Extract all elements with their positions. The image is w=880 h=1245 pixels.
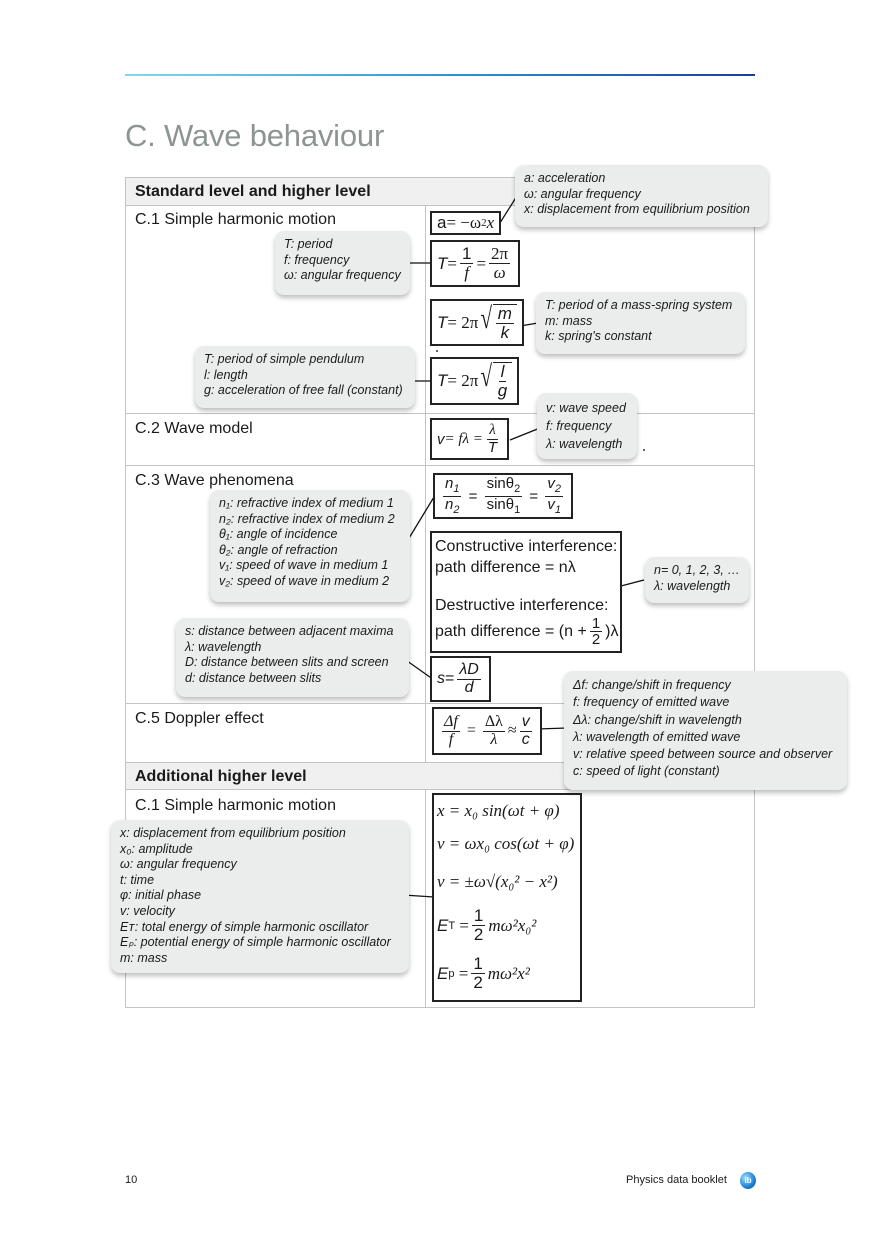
equals-symbol: = (525, 487, 543, 505)
denominator: f (448, 730, 454, 748)
callout-line: v: relative speed between source and observer (573, 747, 833, 762)
formula-symbol: T (437, 312, 448, 332)
formula-symbol: = (476, 253, 487, 273)
callout-line: n= 0, 1, 2, 3, … (654, 563, 740, 577)
topic-c2: C.2 Wave model (135, 420, 253, 437)
formula-symbol: T (437, 253, 448, 273)
callout-pendulum (195, 346, 415, 408)
fraction (457, 662, 480, 697)
formula-symbol: 2 (481, 217, 487, 229)
denominator: T (487, 438, 498, 456)
formula-interference (430, 531, 622, 653)
callout-period (275, 231, 410, 295)
callout-double-slit (176, 618, 409, 697)
denominator: 2 (473, 973, 483, 993)
equals-symbol: = (462, 722, 480, 739)
callout-line: k: spring's constant (545, 329, 652, 344)
page-title: C. Wave behaviour (125, 118, 385, 153)
callout-line: θ₂: angle of refraction (219, 542, 338, 557)
top-rule (125, 74, 755, 76)
formula-symbol: = 2π (447, 312, 479, 332)
approx-symbol: ≈ (507, 722, 517, 739)
subscript: p (448, 967, 455, 980)
callout-line: ω: angular frequency (284, 268, 401, 283)
equals-symbol: = (455, 915, 469, 935)
callout-line: Eₚ: potential energy of simple harmonic oscillator (120, 935, 391, 950)
callout-line: x₀: amplitude (120, 841, 193, 856)
callout-line: D: distance between slits and screen (185, 655, 389, 670)
equals-symbol: = (464, 487, 482, 505)
denominator: d (464, 678, 474, 696)
formula-doppler (432, 707, 542, 755)
stray-dot (436, 350, 438, 352)
callout-snell (210, 490, 410, 602)
equals-symbol: = (454, 963, 469, 983)
constructive-label: Constructive interference: (435, 538, 618, 555)
callout-interference (645, 557, 749, 603)
section-header-label: Standard level and higher level (135, 183, 371, 200)
fraction (520, 714, 532, 749)
numerator: l (500, 362, 505, 382)
velocity-equation: v = ωx₀ cos(ωt + φ) (437, 834, 575, 854)
formula-mass-spring (430, 299, 524, 346)
callout-line: x: displacement from equilibrium position (120, 826, 346, 840)
callout-line: T: period of a mass-spring system (545, 298, 733, 312)
callout-line: a: acceleration (524, 171, 606, 185)
row-divider (126, 413, 754, 414)
formula-symbol: s (437, 670, 445, 687)
formula-acceleration (430, 211, 501, 235)
fraction (496, 363, 509, 400)
denominator: 2 (591, 631, 601, 649)
topic-additional-c1: C.1 Simple harmonic motion (135, 797, 336, 814)
numerator: 2π (491, 244, 509, 264)
callout-line: ω: angular frequency (120, 857, 237, 872)
denominator: sinθ (486, 495, 515, 513)
denominator: k (500, 322, 510, 342)
formula-symbol: = fλ = (444, 430, 483, 447)
callout-line: Eᴛ: total energy of simple harmonic oscillator (120, 919, 369, 934)
numerator: λ (489, 421, 496, 438)
fraction (485, 476, 523, 516)
equation-part: )λ (605, 623, 619, 641)
numerator: λD (459, 660, 479, 678)
denominator: n (445, 495, 454, 513)
column-divider (425, 206, 426, 762)
subscript: 2 (554, 482, 561, 495)
radical-icon: √ (480, 301, 493, 335)
denominator: 2 (473, 925, 484, 945)
denominator: v (547, 495, 555, 513)
callout-line: v: wave speed (546, 401, 626, 415)
callout-line: m: mass (120, 950, 168, 965)
callout-line: d: distance between slits (185, 670, 322, 685)
callout-line: λ: wavelength of emitted wave (573, 729, 741, 744)
callout-line: n₂: refractive index of medium 2 (219, 511, 395, 526)
potential-energy-equation (437, 950, 530, 998)
subscript: T (448, 919, 456, 932)
subscript: 2 (514, 482, 521, 495)
destructive-label: Destructive interference: (435, 596, 609, 614)
topic-c1: C.1 Simple harmonic motion (135, 211, 336, 228)
formula-shm-additional (432, 793, 582, 1002)
formula-double-slit (430, 656, 491, 702)
fraction (471, 955, 484, 992)
topic-c5: C.5 Doppler effect (135, 710, 264, 727)
denominator: g (497, 381, 508, 400)
displacement-equation: x = x₀ sin(ωt + φ) (437, 801, 560, 821)
callout-line: t: time (120, 872, 155, 887)
formula-symbol: a (437, 213, 447, 232)
booklet-title: Physics data booklet (626, 1174, 727, 1186)
numerator: v (547, 474, 555, 492)
fraction (442, 714, 460, 749)
formula-symbol: = (447, 253, 457, 273)
callout-line: f: frequency of emitted wave (573, 695, 730, 710)
formula-symbol: mω²x₀² (488, 915, 537, 935)
denominator: c (521, 730, 530, 748)
callout-line: Δf: change/shift in frequency (573, 678, 731, 692)
formula-pendulum (430, 357, 519, 405)
fraction (443, 476, 461, 516)
callout-wave-speed (537, 393, 637, 459)
callout-line: v₂: speed of wave in medium 2 (219, 573, 390, 588)
subscript: 2 (453, 503, 460, 516)
formula-symbol: = 2π (447, 371, 479, 390)
numerator: Δf (444, 712, 458, 730)
callout-line: c: speed of light (constant) (573, 764, 720, 779)
callout-mass-spring (536, 292, 745, 354)
numerator: 1 (591, 614, 601, 632)
subscript: 1 (453, 482, 460, 495)
subscript: 1 (554, 503, 561, 516)
formula-symbol: v (437, 430, 445, 448)
denominator: f (464, 263, 470, 282)
column-divider (425, 790, 426, 1008)
formula-symbol: = −ω (446, 213, 482, 232)
fraction (590, 616, 602, 649)
callout-line: n₁: refractive index of medium 1 (219, 496, 394, 510)
fraction (486, 423, 499, 456)
formula-symbol: E (437, 915, 449, 935)
numerator: Δλ (484, 712, 503, 730)
formula-symbol: E (437, 963, 449, 983)
page-number: 10 (125, 1174, 138, 1186)
fraction (460, 245, 473, 282)
numerator: 1 (473, 906, 484, 926)
callout-line: m: mass (545, 313, 593, 328)
callout-line: θ₁: angle of incidence (219, 527, 338, 542)
callout-shm (111, 820, 409, 973)
callout-line: x: displacement from equilibrium position (524, 202, 750, 217)
callout-line: Δλ: change/shift in wavelength (573, 712, 742, 727)
callout-line: T: period of simple pendulum (204, 352, 365, 366)
fraction (496, 305, 514, 342)
callout-line: s: distance between adjacent maxima (185, 624, 394, 638)
callout-acceleration (515, 165, 768, 227)
numerator: n (445, 474, 454, 492)
total-energy-equation (437, 901, 536, 949)
callout-line: l: length (204, 367, 248, 382)
fraction (545, 476, 563, 516)
callout-line: φ: initial phase (120, 888, 202, 903)
fraction (483, 714, 505, 749)
formula-symbol: x (486, 213, 495, 232)
topic-c3: C.3 Wave phenomena (135, 472, 294, 489)
ib-logo-icon: ib (740, 1172, 756, 1189)
formula-period (430, 240, 520, 287)
numerator: 1 (461, 244, 472, 264)
formula-snell (433, 473, 573, 519)
equation-part: path difference = (n + (435, 623, 587, 641)
destructive-equation (435, 616, 618, 649)
denominator: λ (490, 730, 498, 748)
callout-line: f: frequency (284, 252, 350, 267)
constructive-equation: path difference = nλ (435, 559, 576, 576)
section-header-label: Additional higher level (135, 768, 307, 785)
subscript: 1 (514, 503, 521, 516)
callout-line: v₁: speed of wave in medium 1 (219, 558, 389, 573)
formula-symbol: T (437, 371, 448, 390)
fraction (489, 245, 510, 282)
numerator: 1 (473, 954, 483, 974)
numerator: sinθ (486, 474, 515, 492)
denominator: ω (493, 263, 506, 282)
callout-line: v: velocity (120, 903, 175, 918)
callout-line: λ: wavelength (546, 437, 623, 451)
callout-line: ω: angular frequency (524, 186, 641, 201)
numerator: m (497, 303, 512, 323)
velocity-displacement-equation: v = ±ω√(x₀² − x²) (437, 872, 558, 892)
formula-wave-speed (430, 418, 509, 460)
callout-line: T: period (284, 237, 333, 251)
formula-symbol: mω²x² (487, 963, 530, 983)
stray-dot (643, 449, 645, 451)
callout-line: g: acceleration of free fall (constant) (204, 383, 403, 398)
callout-line: f: frequency (546, 419, 612, 433)
fraction (472, 907, 485, 944)
radical-icon: √ (480, 360, 493, 394)
square-root (478, 362, 512, 400)
square-root (478, 301, 517, 342)
callout-doppler (564, 671, 847, 790)
numerator: v (521, 712, 530, 730)
formula-symbol: = (445, 670, 455, 687)
row-divider (126, 465, 754, 466)
callout-line: λ: wavelength (185, 639, 262, 654)
callout-line: λ: wavelength (654, 578, 731, 593)
